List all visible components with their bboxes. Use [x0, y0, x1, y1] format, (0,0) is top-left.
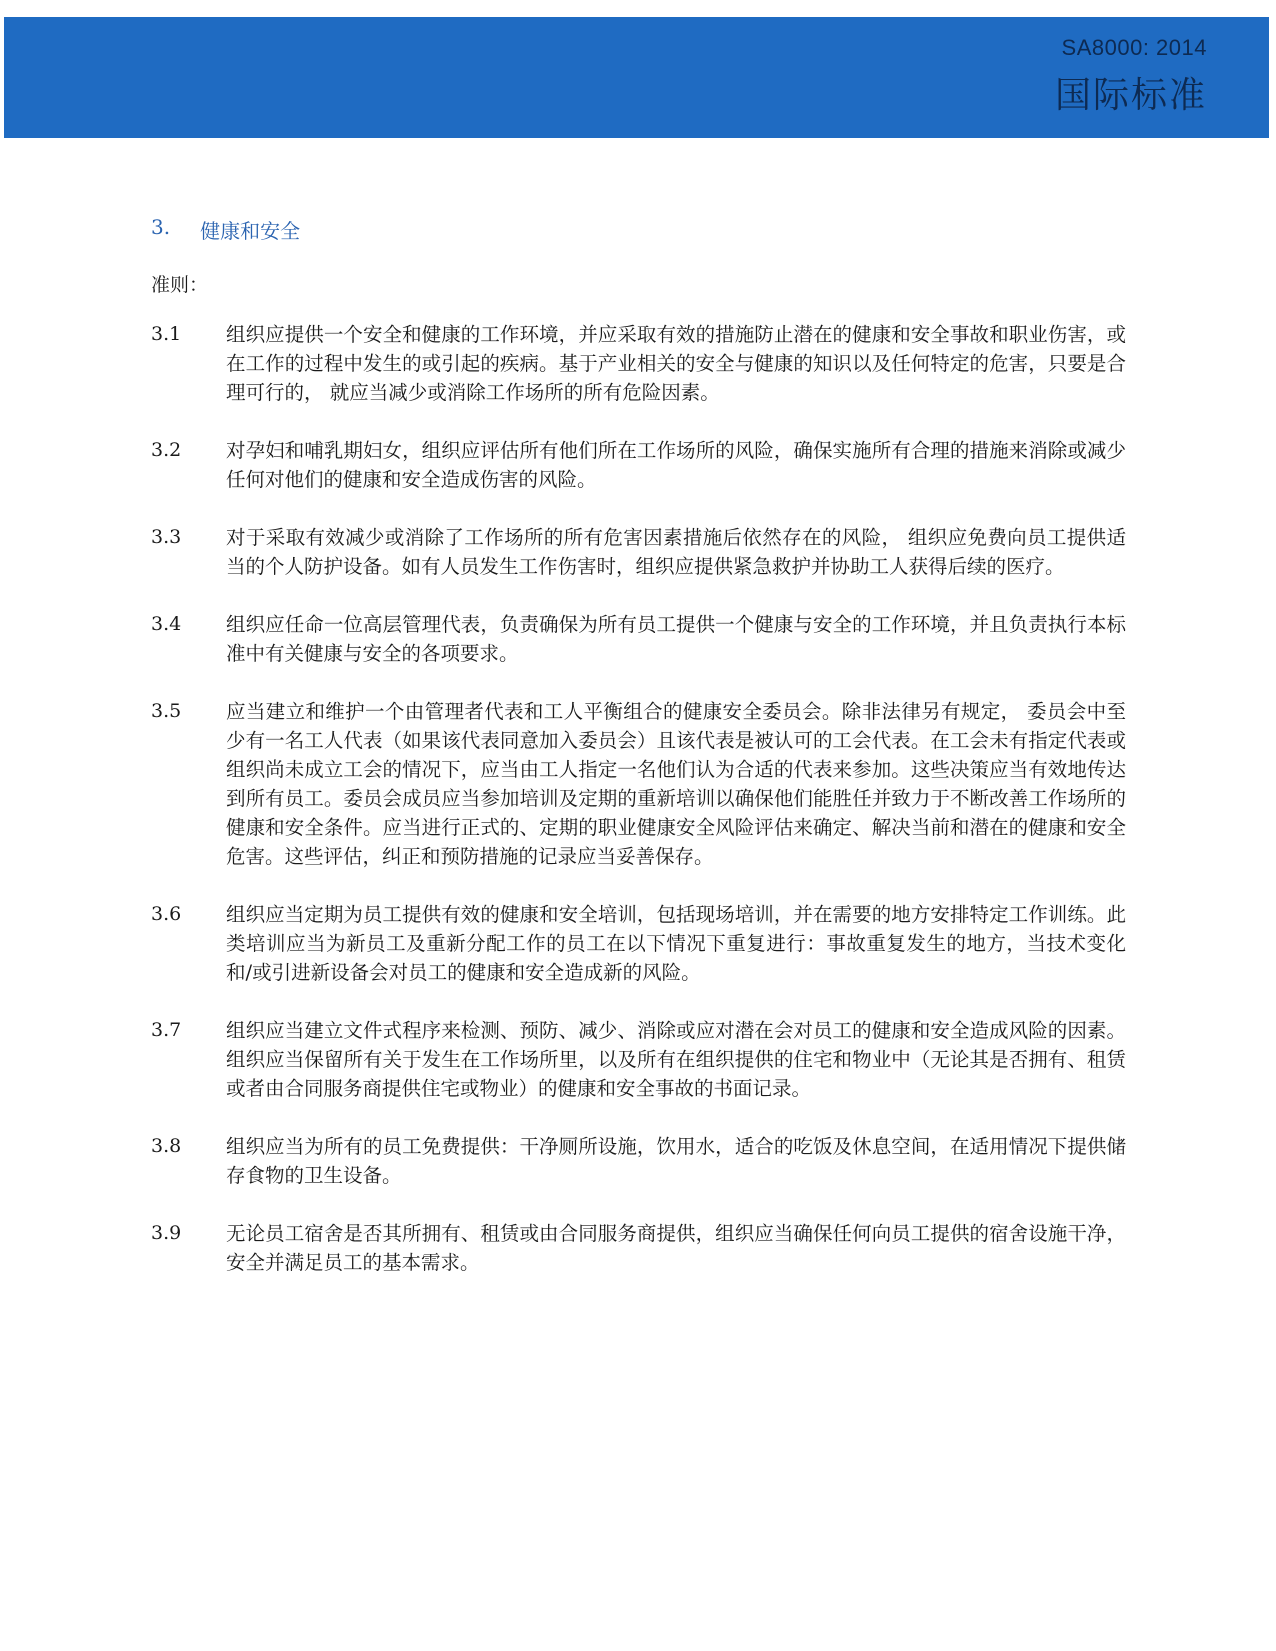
list-item [151, 900, 1126, 987]
list-item [151, 1219, 1126, 1277]
list-item [151, 523, 1126, 581]
item-text: 对孕妇和哺乳期妇女，组织应评估所有他们所在工作场所的风险，确保实施所有合理的措施来消除或减少任何对他们的健康和安全造成伤害的风险。 [226, 439, 1126, 491]
criteria-list [151, 320, 1126, 1306]
item-number: 3.3 [151, 526, 182, 548]
item-number: 3.1 [151, 323, 182, 345]
list-item [151, 697, 1126, 871]
list-item [151, 1016, 1126, 1103]
section-heading [151, 215, 300, 244]
item-text: 组织应当为所有的员工免费提供：干净厕所设施，饮用水，适合的吃饭及休息空间，在适用情况下提供储存食物的卫生设备。 [226, 1135, 1126, 1187]
criteria-label: 准则： [151, 274, 209, 296]
item-number: 3.5 [151, 700, 182, 722]
item-number: 3.2 [151, 439, 182, 461]
item-text: 组织应任命一位高层管理代表，负责确保为所有员工提供一个健康与安全的工作环境，并且负责执行本标准中有关健康与安全的各项要求。 [226, 613, 1126, 665]
list-item [151, 610, 1126, 668]
item-number: 3.9 [151, 1222, 182, 1244]
header-title: 国际标准 [1054, 75, 1207, 116]
item-number: 3.7 [151, 1019, 182, 1041]
item-text: 组织应提供一个安全和健康的工作环境，并应采取有效的措施防止潜在的健康和安全事故和职业伤害，或在工作的过程中发生的或引起的疾病。基于产业相关的安全与健康的知识以及任何特定的危害，只要是合理可行的， 就应当减少或消除工作场所的所有危险因素。 [226, 323, 1126, 404]
list-item [151, 320, 1126, 407]
section-title: 健康和安全 [200, 219, 301, 243]
item-text: 无论员工宿舍是否其所拥有、租赁或由合同服务商提供，组织应当确保任何向员工提供的宿舍设施干净，安全并满足员工的基本需求。 [226, 1222, 1126, 1274]
list-item [151, 1132, 1126, 1190]
item-text: 组织应当建立文件式程序来检测、预防、减少、消除或应对潜在会对员工的健康和安全造成风险的因素。组织应当保留所有关于发生在工作场所里，以及所有在组织提供的住宅和物业中（无论其是否拥有、租赁或者由合同服务商提供住宅或物业）的健康和安全事故的书面记录。 [226, 1019, 1126, 1100]
list-item [151, 436, 1126, 494]
section-number: 3. [151, 215, 171, 239]
item-text: 对于采取有效减少或消除了工作场所的所有危害因素措施后依然存在的风险， 组织应免费向员工提供适当的个人防护设备。如有人员发生工作伤害时，组织应提供紧急救护并协助工人获得后续的医疗。 [226, 526, 1126, 578]
item-number: 3.4 [151, 613, 182, 635]
item-number: 3.6 [151, 903, 182, 925]
item-text: 应当建立和维护一个由管理者代表和工人平衡组合的健康安全委员会。除非法律另有规定， 委员会中至少有一名工人代表（如果该代表同意加入委员会）且该代表是被认可的工会代表。在工会未有指定代表或组织尚未成立工会的情况下，应当由工人指定一名他们认为合适的代表来参加。这些决策应当有效地传达到所有员工。委员会成员应当参加培训及定期的重新培训以确保他们能胜任并致力于不断改善工作场所的健康和安全条件。应当进行正式的、定期的职业健康安全风险评估来确定、解决当前和潜在的健康和安全危害。这些评估，纠正和预防措施的记录应当妥善保存。 [226, 700, 1126, 868]
standard-code: SA8000: 2014 [1061, 35, 1207, 60]
item-text: 组织应当定期为员工提供有效的健康和安全培训，包括现场培训，并在需要的地方安排特定工作训练。此类培训应当为新员工及重新分配工作的员工在以下情况下重复进行：事故重复发生的地方，当技术变化和/或引进新设备会对员工的健康和安全造成新的风险。 [226, 903, 1126, 984]
header-band [4, 17, 1269, 138]
item-number: 3.8 [151, 1135, 182, 1157]
